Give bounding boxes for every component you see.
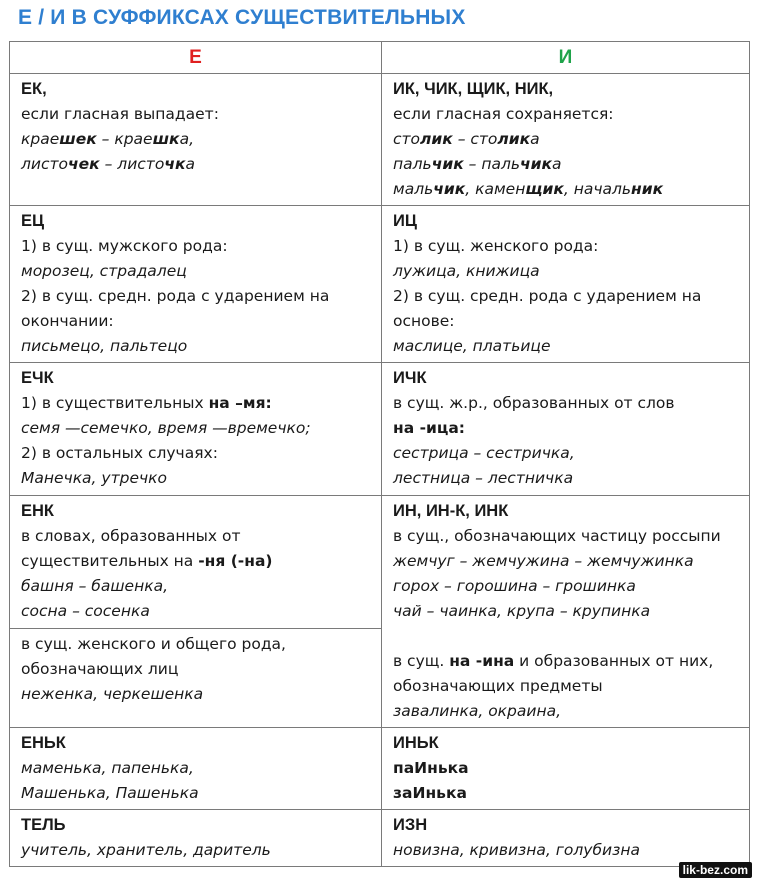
word-part: листо (21, 155, 69, 173)
cell-izn (382, 810, 750, 867)
cell-ets (10, 206, 382, 363)
example-line: морозец, страдалец (21, 262, 187, 280)
suffix-highlight: лик (497, 130, 531, 148)
rule-text: если гласная выпадает: (21, 105, 219, 123)
ending-bold: на -ина (449, 652, 515, 670)
site-watermark: lik-bez.com (679, 862, 752, 878)
cell-in (382, 496, 750, 728)
header-i: И (382, 42, 750, 74)
example-line (393, 756, 741, 781)
suffix-highlight: чик (433, 180, 466, 198)
example-line (393, 127, 741, 152)
header-e: Е (10, 42, 382, 74)
suffix-label: ЕНК (21, 502, 54, 520)
rule-text (21, 549, 373, 574)
word-part: паль (393, 155, 432, 173)
example-line: учитель, хранитель, даритель (21, 841, 271, 859)
suffix-label: ЕК, (21, 80, 47, 98)
rule-text: 1) в сущ. мужского рода: (21, 237, 228, 255)
table-row (10, 496, 750, 629)
suffix-highlight: лик (420, 130, 453, 148)
word-part: за (393, 784, 413, 802)
word-part: – сто (452, 130, 498, 148)
cell-its (382, 206, 750, 363)
suffix-highlight: чк (164, 155, 186, 173)
page-title: Е / И В СУФФИКСАХ СУЩЕСТВИТЕЛЬНЫХ (18, 6, 466, 29)
rule-text-part: и образованных от них, (514, 652, 714, 670)
rule-text: 2) в сущ. средн. рода с ударением на (393, 287, 702, 305)
word-part: , камен (465, 180, 526, 198)
example-line: башня – башенка, (21, 577, 169, 595)
word-part: – паль (463, 155, 520, 173)
rule-text: основе: (393, 312, 455, 330)
ending-bold: на –мя: (208, 394, 272, 412)
word-part: Инька (412, 784, 467, 802)
suffix-label: ЕЦ (21, 212, 45, 230)
spacer (393, 624, 741, 649)
example-line: горох – горошина – грошинка (393, 577, 636, 595)
example-line: новизна, кривизна, голубизна (393, 841, 640, 859)
example-line: письмецо, пальтецо (21, 337, 188, 355)
rule-text: 2) в сущ. средн. рода с ударением на (21, 287, 330, 305)
suffix-highlight: чек (68, 155, 100, 173)
word-part: сто (393, 130, 421, 148)
rule-text-part: 1) в существительных (21, 394, 209, 412)
rule-text-part: существительных на (21, 552, 199, 570)
example-line: Манечка, утречко (21, 469, 167, 487)
example-line: лужица, книжица (393, 262, 540, 280)
word-part: крае (21, 130, 60, 148)
example-line: жемчуг – жемчужина – жемчужинка (393, 552, 694, 570)
example-line (21, 127, 373, 152)
cell-echk (10, 363, 382, 496)
word-part: маль (393, 180, 434, 198)
word-part: а (185, 155, 195, 173)
table-row (10, 206, 750, 363)
suffix-highlight: шк (152, 130, 180, 148)
cell-ink-soft (382, 728, 750, 810)
suffix-label: ИЧК (393, 369, 427, 387)
rule-text: в сущ., обозначающих частицу россыпи (393, 527, 721, 545)
rule-text: обозначающих лиц (21, 660, 179, 679)
rule-text (21, 391, 373, 416)
word-part: па (393, 759, 415, 777)
suffix-table (9, 41, 750, 867)
word-part: – листо (99, 155, 165, 173)
word-part: Инька (414, 759, 469, 777)
example-line (393, 177, 741, 202)
suffix-label: ИН, ИН-К, ИНК (393, 502, 509, 520)
table-row (10, 363, 750, 496)
rule-text: в словах, образованных от (21, 527, 241, 545)
example-line: Машенька, Пашенька (21, 784, 199, 802)
example-line: сосна – сосенка (21, 602, 150, 620)
word-part: а, (179, 130, 195, 148)
word-part: а (552, 155, 562, 173)
table-row (10, 74, 750, 206)
cell-ek (10, 74, 382, 206)
rule-text: в сущ. ж.р., образованных от слов (393, 394, 675, 412)
example-line: маслице, платьице (393, 337, 551, 355)
cell-enk (10, 496, 382, 629)
suffix-label: ИНЬК (393, 734, 439, 752)
rule-text: если гласная сохраняется: (393, 105, 614, 123)
rule-text: обозначающих предметы (393, 677, 603, 695)
word-part: а (530, 130, 540, 148)
example-line: чай – чаинка, крупа – крупинка (393, 602, 651, 620)
suffix-label: ИЦ (393, 212, 417, 230)
suffix-highlight: чик (431, 155, 464, 173)
header-row (10, 42, 750, 74)
suffix-label: ЕЧК (21, 369, 54, 387)
suffix-label: ТЕЛЬ (21, 816, 66, 834)
example-line (393, 781, 741, 806)
table-row (10, 728, 750, 810)
rule-text: 2) в остальных случаях: (21, 444, 218, 462)
word-part: , началь (563, 180, 632, 198)
example-line: лестница – лестничка (393, 469, 574, 487)
example-line: сестрица – сестричка, (393, 444, 575, 462)
cell-tel (10, 810, 382, 867)
suffix-highlight: шек (59, 130, 97, 148)
example-line: маменька, папенька, (21, 759, 194, 777)
rule-text: 1) в сущ. женского рода: (393, 237, 599, 255)
suffix-label: ИЗН (393, 816, 428, 834)
rule-text: в сущ. женского и общего рода, (21, 635, 286, 654)
table-row (10, 810, 750, 867)
cell-ik (382, 74, 750, 206)
example-line: семя —семечко, время —времечко; (21, 419, 311, 437)
ending-bold: на -ица: (393, 419, 466, 437)
suffix-label: ЕНЬК (21, 734, 66, 752)
cell-enk-soft (10, 728, 382, 810)
cell-ichk (382, 363, 750, 496)
example-line: завалинка, окраина, (393, 702, 562, 720)
word-part: – крае (96, 130, 153, 148)
suffix-highlight: щик (525, 180, 564, 198)
cell-enk-2 (10, 629, 382, 728)
rule-text: окончании: (21, 312, 114, 330)
example-line (393, 152, 741, 177)
example-line: неженка, черкешенка (21, 685, 204, 704)
suffix-highlight: ник (631, 180, 664, 198)
example-line (21, 152, 373, 177)
ending-bold: -ня (-на) (198, 552, 273, 570)
rule-text (393, 649, 741, 674)
suffix-highlight: чик (520, 155, 553, 173)
rule-text-part: в сущ. (393, 652, 450, 670)
suffix-label: ИК, ЧИК, ЩИК, НИК, (393, 80, 554, 98)
